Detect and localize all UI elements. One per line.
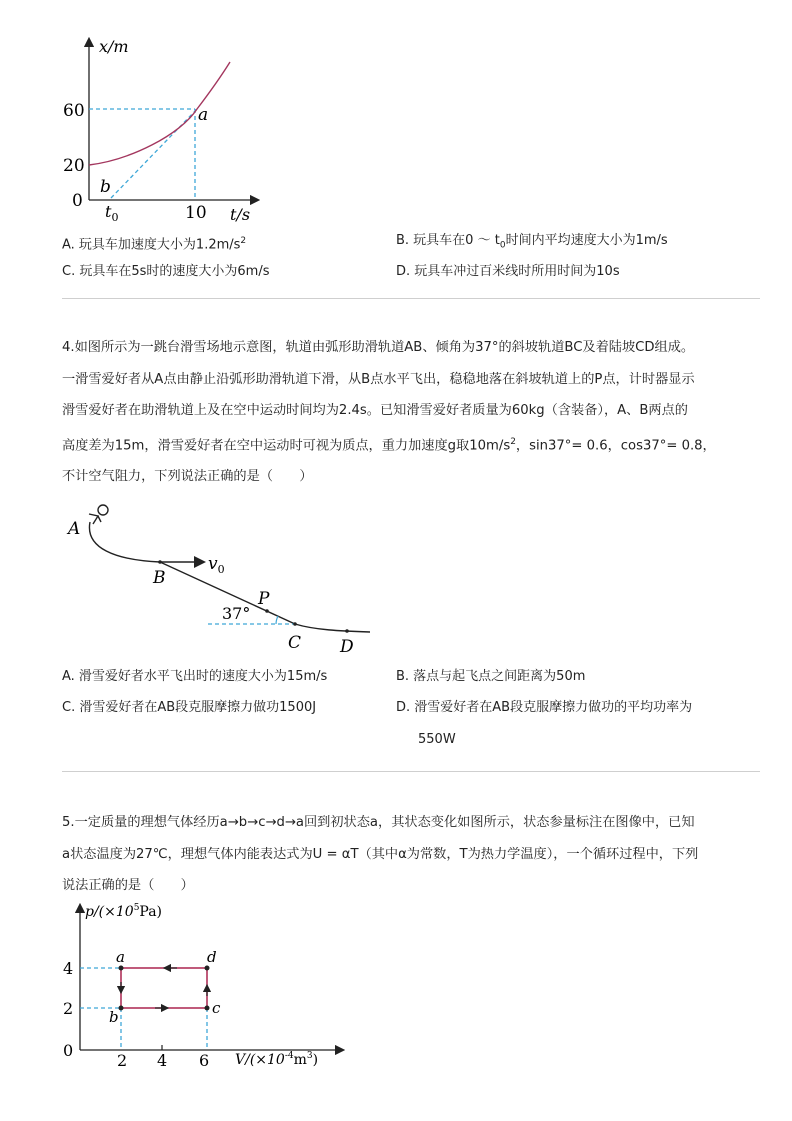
y-tick-60: 60 — [63, 101, 85, 121]
y-axis-label: x/m — [99, 37, 129, 56]
angle-arc — [276, 616, 278, 624]
q4-stem — [62, 332, 742, 493]
cycle-path — [121, 968, 207, 1008]
label-d: d — [207, 948, 217, 966]
point-d — [205, 966, 210, 971]
point-a — [119, 966, 124, 971]
q4-line: 不计空气阻力，下列说法正确的是（ ） — [62, 469, 313, 485]
q4-option-d-continued: 550W — [418, 732, 456, 747]
y-tick-20: 20 — [63, 156, 85, 176]
q4-line: 一滑雪爱好者从A点由静止沿弧形助滑轨道下滑，从B点水平飞出，稳稳地落在斜坡轨道上的P点，计时器显示 — [62, 371, 695, 387]
v-axis-label: $V/(\times 10^{-4}m^3)$ — [235, 1051, 319, 1068]
point-a-label: a — [198, 105, 209, 125]
xt-curve — [89, 62, 230, 165]
point-c — [293, 622, 297, 626]
label-c: C — [288, 633, 302, 653]
label-d: D — [340, 637, 354, 657]
q5-line: 5.一定质量的理想气体经历a→b→c→d→a回到初状态a，其状态变化如图所示，状态参量标注在图像中，已知 — [62, 815, 695, 830]
v-tick-6: 6 — [199, 1051, 210, 1070]
ski-jump-diagram — [60, 498, 380, 660]
x-tick-t0: $t_0$ — [105, 202, 119, 224]
x-axis-label: t/s — [230, 205, 251, 224]
divider-2 — [62, 771, 760, 772]
q3-option-d[interactable]: D. 玩具车冲过百米线时所用时间为10s — [396, 264, 620, 279]
q4-option-a[interactable]: A. 滑雪爱好者水平飞出时的速度大小为15m/s — [62, 669, 328, 684]
dashed-tangent — [111, 109, 197, 198]
p-tick-2: 2 — [63, 999, 74, 1018]
v-tick-2: 2 — [117, 1051, 128, 1070]
q4-line: 滑雪爱好者在助滑轨道上及在空中运动时间均为2.4s。已知滑雪爱好者质量为60kg（含装备），A、B两点的 — [62, 403, 688, 418]
origin-label: 0 — [63, 1041, 74, 1060]
q4-option-d[interactable]: D. 滑雪爱好者在AB段克服摩擦力做功的平均功率为 — [396, 700, 693, 715]
label-v0: $v_0$ — [208, 554, 225, 576]
point-d — [345, 629, 349, 633]
q4-line: 高度差为15m，滑雪爱好者在空中运动时可视为质点，重力加速度g取$10m/s^2$，sin37°= 0.6，cos37°= 0.8， — [62, 436, 716, 453]
xt-graph — [55, 30, 265, 230]
landing-cd — [295, 624, 370, 632]
q5-line: 说法正确的是（ ） — [62, 878, 194, 893]
y-tick-0: 0 — [72, 191, 83, 211]
q5-line: a状态温度为27℃，理想气体内能表达式为U = αT（其中α为常数，T为热力学温度），一个循环过程中，下列 — [62, 846, 699, 862]
label-b: B — [153, 568, 166, 588]
label-p: P — [258, 589, 270, 609]
ramp-ab — [89, 522, 160, 562]
point-b — [119, 1006, 124, 1011]
q4-option-b[interactable]: B. 落点与起飞点之间距离为50m — [396, 669, 586, 684]
angle-label: 37° — [222, 604, 251, 623]
p-axis-label: $p/(\times 10^5Pa)$ — [85, 903, 163, 920]
point-p — [265, 609, 269, 613]
pv-graph — [55, 898, 345, 1073]
skier-icon — [89, 505, 108, 524]
x-tick-10: 10 — [185, 203, 207, 223]
label-a: A — [68, 519, 81, 539]
q3-option-b[interactable]: B. 玩具车在0 ～ $t_0$时间内平均速度大小为1m/s — [396, 233, 668, 251]
p-tick-4: 4 — [63, 959, 74, 978]
label-b: b — [109, 1008, 119, 1026]
q5-stem — [62, 807, 752, 902]
point-b-label: b — [100, 177, 111, 197]
label-a: a — [116, 948, 125, 966]
q3-option-c[interactable]: C. 玩具车在5s时的速度大小为6m/s — [62, 264, 270, 279]
q4-line: 4.如图所示为一跳台滑雪场地示意图，轨道由弧形助滑轨道AB、倾角为37°的斜坡轨道BC及着陆坡CD组成。 — [62, 340, 695, 355]
divider-1 — [62, 298, 760, 299]
q3-option-a[interactable]: A. 玩具车加速度大小为$1.2m/s^2$ — [62, 236, 247, 253]
point-b — [158, 560, 162, 564]
label-c: c — [212, 999, 221, 1017]
q4-option-c[interactable]: C. 滑雪爱好者在AB段克服摩擦力做功1500J — [62, 700, 317, 715]
point-c — [205, 1006, 210, 1011]
v-tick-4: 4 — [157, 1051, 168, 1070]
